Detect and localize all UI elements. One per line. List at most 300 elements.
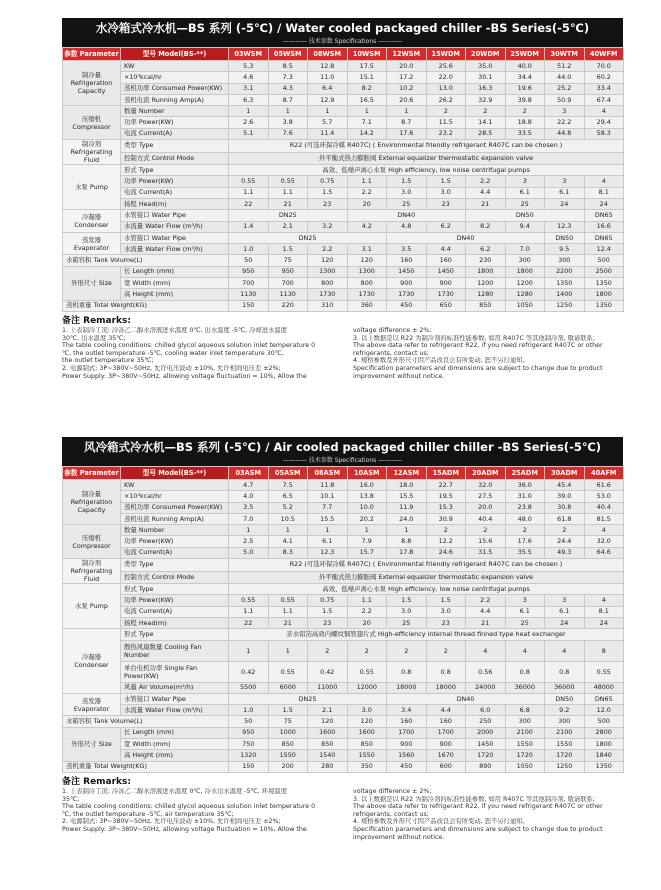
water-cooled-remarks <box>62 316 623 380</box>
air-cooled-remarks <box>62 777 623 841</box>
spec-value: 1250 <box>545 761 585 772</box>
row-category: 冷凝器 Condenser <box>63 629 121 694</box>
table-row <box>63 640 624 661</box>
table-row <box>63 617 624 628</box>
spec-value: 2 <box>505 106 545 117</box>
remark-line: The table cooling conditions: chilled glycol aqueous solution inlet temperature 0 <box>62 803 316 811</box>
spec-value: 16.6 <box>584 221 624 232</box>
spec-value: 1800 <box>584 289 624 300</box>
row-label: 蒸机功率 Consumed Power(KW) <box>121 83 229 94</box>
remark-line: 4. 规格参数及外形尺寸因产品改良会有所变动, 恕不另行通知。 <box>353 818 529 826</box>
pipe-size-value: DN65 <box>584 210 624 221</box>
spec-value: 10.1 <box>308 491 348 502</box>
table-row <box>63 187 624 198</box>
spec-value: 20.2 <box>347 513 387 524</box>
spec-value: 12.3 <box>545 221 585 232</box>
table-row <box>63 761 624 772</box>
spec-value: 2.5 <box>229 536 269 547</box>
model-code: 40WFM <box>584 48 624 61</box>
remarks-left-column <box>62 327 334 380</box>
spec-value: 6.1 <box>505 187 545 198</box>
spec-value: 3.0 <box>387 606 427 617</box>
spec-value: 18000 <box>426 682 466 693</box>
spec-value: 850 <box>268 739 308 750</box>
spec-value: 25 <box>387 617 427 628</box>
table-row <box>63 584 624 595</box>
spec-value: 8.8 <box>387 536 427 547</box>
table-row <box>63 289 624 300</box>
spec-value: 4 <box>545 640 585 661</box>
row-label: 数量 Number <box>121 525 229 536</box>
spec-value: 900 <box>426 278 466 289</box>
spec-value: 16.0 <box>347 480 387 491</box>
spec-value: 1730 <box>387 289 427 300</box>
spec-value: 1550 <box>505 739 545 750</box>
spec-value: 1350 <box>584 761 624 772</box>
spec-value: 1.5 <box>426 595 466 606</box>
spanning-value: 亲水铝箔高效内螺纹铜管翅片式 High-efficiency internal thread finned type heat exchanger <box>229 629 624 640</box>
spec-value: 4 <box>505 640 545 661</box>
spec-value: 4 <box>584 176 624 187</box>
spec-value: 11.9 <box>387 502 427 513</box>
spec-value: 17.2 <box>387 72 427 83</box>
spec-value: 120 <box>308 716 348 727</box>
spec-value: 1 <box>268 525 308 536</box>
row-label: 扬程 Head(m) <box>121 617 229 628</box>
spec-value: 1200 <box>466 278 506 289</box>
spec-value: 4.3 <box>268 83 308 94</box>
air-cooled-subtitle: ———— 技术参数 Specifications ———— <box>282 457 403 464</box>
spanning-value: 外平衡式热力膨胀阀 External equalizer thermostatic expansion valve <box>229 571 624 584</box>
water-cooled-title: 水冷箱式冷水机—BS 系列 (-5℃) / Water cooled packaged chiller -BS Series(-5℃) <box>95 21 590 35</box>
pipe-size-value: DN50 <box>545 232 585 243</box>
spec-value: 6.2 <box>466 244 506 255</box>
table-row <box>63 210 624 221</box>
spec-value: 1450 <box>387 266 427 277</box>
spec-value: 2.2 <box>466 176 506 187</box>
remarks-title: 备注 Remarks: <box>62 776 131 787</box>
row-category: 外形尺寸 Size <box>63 727 121 761</box>
table-row <box>63 606 624 617</box>
spec-value: 23 <box>426 198 466 209</box>
spec-value: 1840 <box>584 750 624 761</box>
spec-value: 0.55 <box>229 176 269 187</box>
spec-value: 23 <box>426 617 466 628</box>
spec-value: 900 <box>387 739 427 750</box>
model-code: 12ASM <box>387 467 427 480</box>
spec-value: 3.1 <box>229 83 269 94</box>
row-label: 控制方式 Control Mode <box>121 571 229 584</box>
spec-value: 14.1 <box>466 117 506 128</box>
spec-value: 950 <box>229 266 269 277</box>
table-row <box>63 255 624 266</box>
spec-value: 36000 <box>505 682 545 693</box>
spec-value: 1050 <box>505 761 545 772</box>
spec-value: 15.7 <box>347 547 387 558</box>
spec-value: 1.1 <box>229 606 269 617</box>
spec-value: 900 <box>426 739 466 750</box>
spec-value: 2800 <box>584 727 624 738</box>
spec-value: 160 <box>387 716 427 727</box>
spec-value: 2.2 <box>347 187 387 198</box>
spec-value: 40.0 <box>505 61 545 72</box>
spec-value: 24 <box>584 617 624 628</box>
remark-line: 35℃; <box>62 795 80 803</box>
spec-value: 19.6 <box>505 83 545 94</box>
spec-value: 61.8 <box>545 513 585 524</box>
row-label: 形式 Type <box>121 584 229 595</box>
spec-value: 7.3 <box>268 72 308 83</box>
spec-value: 950 <box>229 727 269 738</box>
spec-value: 45.4 <box>545 480 585 491</box>
table-row <box>63 491 624 502</box>
spec-value: 23 <box>308 617 348 628</box>
spec-value: 58.3 <box>584 128 624 139</box>
spec-value: 4.8 <box>387 221 427 232</box>
spec-value: 150 <box>229 300 269 311</box>
table-row <box>63 128 624 139</box>
model-code: 12WSM <box>387 48 427 61</box>
row-category: 蒸发器 Evaporator <box>63 693 121 716</box>
spec-value: 1720 <box>505 750 545 761</box>
table-row <box>63 221 624 232</box>
remark-line: 3. 以上数据是以 R22 为制冷剂的标准性能参数, 如用 R407C 等其他制冷剂, 敬请联系; <box>353 795 595 803</box>
spec-value: 6000 <box>268 682 308 693</box>
spec-value: 36.0 <box>505 480 545 491</box>
remark-line: 2. 电源制式: 3P~380V~50Hz, 允许电压波动 ±10%, 允许相间电压差 ±2%; <box>62 364 281 372</box>
spec-value: 1.1 <box>347 595 387 606</box>
spec-value: 6.5 <box>268 491 308 502</box>
row-category: 外形尺寸 Size <box>63 266 121 300</box>
spec-value: 36000 <box>545 682 585 693</box>
row-category: 水泵 Pump <box>63 165 121 210</box>
row-category: 水泵 Pump <box>63 584 121 629</box>
spec-value: 4.7 <box>229 480 269 491</box>
spec-value: 75 <box>268 255 308 266</box>
spec-value: 11.5 <box>426 117 466 128</box>
row-label: 高 Height (mm) <box>121 289 229 300</box>
row-label: 电流 Current(A) <box>121 128 229 139</box>
spec-value: 1.1 <box>229 187 269 198</box>
water-cooled-subtitle: ———— 技术参数 Specifications ———— <box>282 38 403 45</box>
row-label: 散热风扇数量 Cooling Fan Number <box>121 640 229 661</box>
spec-value: 0.55 <box>268 661 308 682</box>
spec-value: 0.8 <box>505 661 545 682</box>
spec-value: 7.0 <box>505 244 545 255</box>
spec-value: 1.5 <box>268 244 308 255</box>
spec-value: 2100 <box>545 727 585 738</box>
spec-value: 1050 <box>505 300 545 311</box>
spec-value: 2 <box>466 106 506 117</box>
row-label: 扬程 Head(m) <box>121 198 229 209</box>
spec-value: 1.5 <box>308 606 348 617</box>
remark-line: Power Supply: 3P~380V~50Hz, allowing voltage fluctuation = 10%, Allow the <box>62 372 307 380</box>
spec-value: 10.5 <box>268 513 308 524</box>
spec-value: 3 <box>545 106 585 117</box>
spec-value: 310 <box>308 300 348 311</box>
model-code: 05ASM <box>268 467 308 480</box>
spec-value: 22.7 <box>426 480 466 491</box>
spec-value: 1720 <box>545 750 585 761</box>
spec-value: 2 <box>347 640 387 661</box>
spec-value: 25 <box>505 198 545 209</box>
spec-value: 34.4 <box>505 72 545 83</box>
spec-value: 1.1 <box>347 176 387 187</box>
spec-value: 15.6 <box>466 536 506 547</box>
spec-value: 1450 <box>426 266 466 277</box>
spec-value: 4 <box>584 595 624 606</box>
spec-value: 3.5 <box>387 244 427 255</box>
spec-value: 6.1 <box>545 187 585 198</box>
spec-value: 18.8 <box>505 117 545 128</box>
spec-value: 1 <box>308 525 348 536</box>
spec-value: 6.3 <box>229 94 269 105</box>
remark-line: 2. 电源制式: 3P~380V~50Hz, 允许电压波动 ±10%, 允许相间电压差 ±2%; <box>62 818 281 826</box>
spec-value: 15.5 <box>387 491 427 502</box>
spec-value: 51.2 <box>545 61 585 72</box>
spec-value: 3.0 <box>426 187 466 198</box>
spec-value: 4 <box>584 106 624 117</box>
spec-value: 1.5 <box>308 187 348 198</box>
table-row <box>63 536 624 547</box>
spec-value: 0.42 <box>308 661 348 682</box>
air-cooled-title: 风冷箱式冷水机—BS 系列 (-5℃) / Air cooled packaged chiller chiller -BS Series(-5℃) <box>83 440 602 454</box>
spanning-value: 外平衡式热力膨胀阀 External equalizer thermostatic expansion valve <box>229 152 624 165</box>
table-row <box>63 61 624 72</box>
spec-value: 900 <box>387 278 427 289</box>
row-label: 水箱容积 Tank Volume(L) <box>63 255 229 266</box>
spec-value: 2 <box>505 525 545 536</box>
model-code: 20WDM <box>466 48 506 61</box>
spec-value: 5.1 <box>229 128 269 139</box>
row-category: 蒸发器 Evaporator <box>63 232 121 255</box>
spec-value: 9.5 <box>545 244 585 255</box>
spec-value: 30.1 <box>466 72 506 83</box>
spec-value: 24000 <box>466 682 506 693</box>
air-cooled-banner <box>62 437 623 466</box>
spec-value: 9.2 <box>545 705 585 716</box>
spec-value: 1 <box>268 106 308 117</box>
air-cooled-spec-sheet <box>62 437 623 841</box>
spec-value: 600 <box>426 761 466 772</box>
spec-value: 1000 <box>268 727 308 738</box>
spec-value: 1400 <box>545 289 585 300</box>
spec-value: 6.2 <box>426 221 466 232</box>
spec-value: 8.3 <box>268 547 308 558</box>
row-label: KW <box>121 61 229 72</box>
spec-value: 160 <box>426 255 466 266</box>
model-code: 10ASM <box>347 467 387 480</box>
row-label: 蒸机电流 Running Amp(A) <box>121 513 229 524</box>
pipe-size-value: DN40 <box>387 693 545 704</box>
table-row <box>63 682 624 693</box>
remarks-right-column <box>353 327 623 380</box>
spec-value: 2200 <box>545 266 585 277</box>
spec-value: 4.4 <box>426 705 466 716</box>
spec-value: 61.6 <box>584 480 624 491</box>
spec-value: 21 <box>268 198 308 209</box>
spec-value: 1 <box>347 525 387 536</box>
table-row <box>63 571 624 584</box>
spec-value: 3 <box>545 595 585 606</box>
row-label: 水管接口 Water Pipe <box>121 232 229 243</box>
remark-line: ℃, the outlet temperature -5℃, cooling water inlet temperature 30℃, <box>62 349 284 357</box>
spanning-value: R22 (可选环保冷媒 R407C) ( Environmental friendly refrigerant R407C can be chosen ) <box>229 559 624 572</box>
spec-value: 850 <box>466 300 506 311</box>
spec-value: 0.8 <box>545 661 585 682</box>
spec-value: 75 <box>268 716 308 727</box>
remark-line: 3. 以上数据是以 R22 为制冷剂的标准性能参数, 如用 R407C 等其他制冷剂, 敬请联系; <box>353 334 595 342</box>
row-label: 电流 Current(A) <box>121 187 229 198</box>
spec-value: 3.4 <box>387 705 427 716</box>
spec-value: 120 <box>347 255 387 266</box>
spec-value: 3 <box>545 176 585 187</box>
spec-value: 950 <box>268 266 308 277</box>
spec-value: 0.42 <box>229 661 269 682</box>
spec-value: 39.8 <box>505 94 545 105</box>
spec-value: 17.6 <box>505 536 545 547</box>
spec-value: 22 <box>229 198 269 209</box>
table-row <box>63 278 624 289</box>
row-label: 风量 Air Volume(m³/h) <box>121 682 229 693</box>
spec-value: 280 <box>308 761 348 772</box>
remark-line: refrigerants, contact us; <box>353 349 429 357</box>
spec-value: 11000 <box>308 682 348 693</box>
row-label: 水流量 Water Flow (m³/h) <box>121 705 229 716</box>
row-label: 类型 Type <box>121 140 229 153</box>
spec-value: 16.5 <box>347 94 387 105</box>
pipe-size-value: DN25 <box>229 210 348 221</box>
spec-value: 5.3 <box>229 61 269 72</box>
pipe-size-value: DN25 <box>229 693 387 704</box>
table-row <box>63 176 624 187</box>
model-code: 03ASM <box>229 467 269 480</box>
spec-value: 40.4 <box>584 502 624 513</box>
spec-value: 300 <box>545 255 585 266</box>
spec-value: 32.0 <box>584 536 624 547</box>
row-label: 类型 Type <box>121 559 229 572</box>
spec-value: 8.2 <box>347 83 387 94</box>
spec-value: 17.8 <box>387 547 427 558</box>
spec-value: 7.7 <box>308 502 348 513</box>
table-row <box>63 198 624 209</box>
pipe-size-value: DN25 <box>229 232 387 243</box>
spec-value: 25.6 <box>426 61 466 72</box>
spec-value: 50.9 <box>545 94 585 105</box>
spec-value: 5500 <box>229 682 269 693</box>
spec-value: 24.6 <box>426 547 466 558</box>
spec-value: 23.2 <box>426 128 466 139</box>
table-row <box>63 705 624 716</box>
spec-value: 1300 <box>308 266 348 277</box>
spec-value: 2.1 <box>308 705 348 716</box>
remark-line: 1. 上表制冷工况: 冷冻乙二醇水溶液进水温度 0℃, 冷水出水温度 -5℃, 环境温度 <box>62 787 287 795</box>
air-cooled-spec-table <box>62 466 624 773</box>
parameter-header: 参数 Parameter <box>63 48 121 61</box>
spec-value: 3.5 <box>229 502 269 513</box>
row-label: 单台电机功率 Single Fan Power(KW) <box>121 661 229 682</box>
table-row <box>63 480 624 491</box>
spec-value: 3.8 <box>268 117 308 128</box>
table-row <box>63 300 624 311</box>
spec-value: 25 <box>505 617 545 628</box>
spec-value: 23 <box>308 198 348 209</box>
spec-value: 3 <box>505 595 545 606</box>
model-code: 25WDM <box>505 48 545 61</box>
spec-value: 8.7 <box>268 94 308 105</box>
spec-value: 17.6 <box>387 128 427 139</box>
row-label: 蒸机重量 Total Weight(KG) <box>63 300 229 311</box>
table-row <box>63 525 624 536</box>
spec-value: 11.0 <box>308 72 348 83</box>
row-label: 功率 Power(KW) <box>121 595 229 606</box>
model-header: 型号 Model(BS-**) <box>121 467 229 480</box>
pipe-size-value: DN65 <box>584 693 624 704</box>
row-label: 形式 Type <box>121 629 229 640</box>
spanning-value: 高效、低噪声离心水泵 High efficiency, low noise centrifugal pumps <box>229 165 624 176</box>
model-code: 20ADM <box>466 467 506 480</box>
spec-value: 15.5 <box>308 513 348 524</box>
model-code: 10WSM <box>347 48 387 61</box>
spec-value: 1350 <box>545 278 585 289</box>
spec-value: 12.8 <box>308 61 348 72</box>
spec-value: 0.8 <box>426 661 466 682</box>
spec-value: 700 <box>229 278 269 289</box>
spec-value: 0.55 <box>584 661 624 682</box>
remark-line: 1. 上表制冷工况: 冷冻乙二醇水溶液进水温度 0℃, 出水温度 -5℃, 冷却进水温度 <box>62 326 287 334</box>
spec-value: 20.0 <box>466 502 506 513</box>
spec-value: 32.9 <box>466 94 506 105</box>
spec-value: 1200 <box>505 278 545 289</box>
model-code: 30WTM <box>545 48 585 61</box>
row-label: 蒸机重量 Total Weight(KG) <box>63 761 229 772</box>
spec-value: 13.8 <box>347 491 387 502</box>
pipe-size-value: DN40 <box>387 232 545 243</box>
spec-value: 3.0 <box>387 187 427 198</box>
row-label: 功率 Power(KW) <box>121 176 229 187</box>
row-category: 制冷剂 Refrigerating Fluid <box>63 559 121 584</box>
spec-value: 40.4 <box>466 513 506 524</box>
spec-value: 6.8 <box>505 705 545 716</box>
spec-value: 2 <box>545 525 585 536</box>
spec-value: 1350 <box>584 278 624 289</box>
spec-value: 5.0 <box>229 547 269 558</box>
spec-value: 1.4 <box>229 221 269 232</box>
spec-value: 2100 <box>505 727 545 738</box>
row-label: 形式 Type <box>121 165 229 176</box>
spec-value: 3 <box>505 176 545 187</box>
spec-value: 0.55 <box>268 595 308 606</box>
row-label: 功率 Power(KW) <box>121 536 229 547</box>
spec-value: 15.1 <box>347 72 387 83</box>
spec-value: 1.1 <box>268 606 308 617</box>
spec-value: 20.6 <box>387 94 427 105</box>
spec-value: 12.0 <box>584 705 624 716</box>
spec-value: 120 <box>347 716 387 727</box>
spec-value: 5.7 <box>308 117 348 128</box>
table-row <box>63 83 624 94</box>
spec-value: 650 <box>426 300 466 311</box>
spec-value: 4.4 <box>466 606 506 617</box>
row-label: 数量 Number <box>121 106 229 117</box>
spec-value: 2.1 <box>268 221 308 232</box>
row-category: 压缩机 Compressor <box>63 525 121 559</box>
table-row <box>63 750 624 761</box>
spec-value: 2 <box>426 640 466 661</box>
spec-value: 12.2 <box>426 536 466 547</box>
row-label: 控制方式 Control Mode <box>121 152 229 165</box>
row-label: 长 Length (mm) <box>121 266 229 277</box>
